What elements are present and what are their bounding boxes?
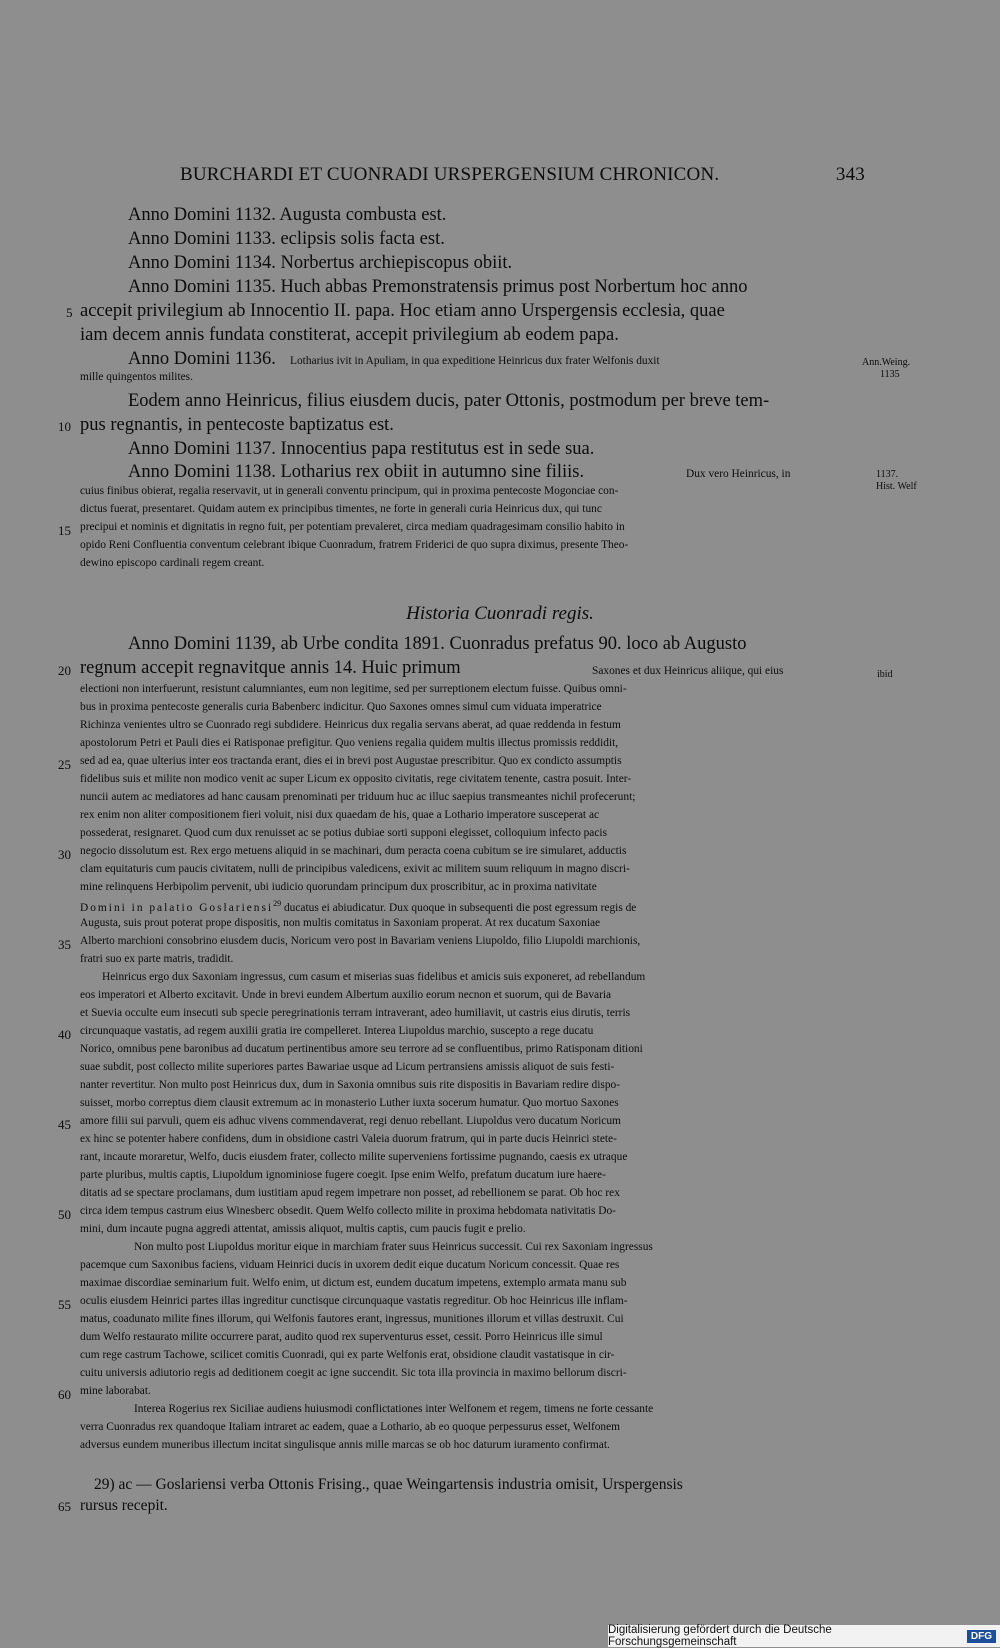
text-line: Anno Domini 1133. eclipsis solis facta est. (128, 229, 445, 249)
text-line: precipui et nominis et dignitatis in regno fuit, per potentiam prevaleret, circa mediam quadragesimam consilio habito in (80, 521, 625, 533)
text-line: suae subdit, post collecto milite superiores partes Bawariae usque ad Licum pertransiens amissis aliquot de suis festi- (80, 1061, 615, 1073)
text-line: Anno Domini 1139, ab Urbe condita 1891. Cuonradus prefatus 90. loco ab Augusto (128, 634, 747, 654)
line-number: 25 (58, 757, 71, 772)
line-number: 55 (58, 1297, 71, 1312)
text-line: Richinza venientes ultro se Cuonrado regi subdidere. Heinricus dux regalia servans aberat, ad quae reddenda in festum (80, 719, 621, 731)
text-line: ex hinc se potenter habere confidens, dum in obsidione castri Valeia duorum fratrum, qui in parte ducis Heinrici stete- (80, 1133, 617, 1145)
margin-note: Hist. Welf (876, 481, 917, 492)
line-number: 60 (58, 1387, 71, 1402)
line-number: 45 (58, 1117, 71, 1132)
text-line: nuncii autem ac mediatores ad hanc causam prenominati per triduum huc ac illuc saepius transmeantes nichil profecerunt; (80, 791, 636, 803)
text-line: rant, incaute moraretur, Welfo, ducis eiusdem frater, collecto milite superveniens fortissime pugnando, caesis ex utraque (80, 1151, 628, 1163)
text-line: Dux vero Heinricus, in (686, 468, 791, 480)
text-line: Norico, omnibus pene baronibus ad ducatum pertinentibus amore seu terrore ad se confluentibus, primo Ratisponam ditioni (80, 1043, 643, 1055)
line-number: 15 (58, 523, 71, 538)
text-line: iam decem annis fundata constiterat, accepit privilegium ab eodem papa. (80, 325, 619, 345)
text-line: dictus fuerat, presentaret. Quidam autem ex principibus timentes, ne forte in generali curia Heinricus dux, qui tunc (80, 503, 602, 515)
text-line: Anno Domini 1134. Norbertus archiepiscopus obiit. (128, 253, 513, 273)
text-line: mine relinquens Herbipolim pervenit, ubi iudicio quorundam principum dux proscribitur, ac in proxima nativitate (80, 881, 597, 893)
footnote: rursus recepit. (80, 1497, 168, 1514)
line-number: 65 (58, 1499, 71, 1514)
text-line: Eodem anno Heinricus, filius eiusdem ducis, pater Ottonis, postmodum per breve tem- (128, 391, 770, 411)
line-number: 35 (58, 937, 71, 952)
margin-note: Ann.Weing. (862, 357, 911, 368)
text-line: matus, coadunato milite fines illorum, qui Welfonis fautores erant, ingressus, munitiones illorum et villas destruxit. Cui (80, 1313, 624, 1325)
text-line: maximae discordiae seminarium fuit. Welfo enim, ut dictum est, eundem ducatum impetens, extemplo armata manu sub (80, 1277, 627, 1289)
text-line: regnum accepit regnavitque annis 14. Huic primum (80, 658, 461, 678)
text-line: clam equitaturis cum paucis civitatem, nulli de principibus valedicens, exivit ac militem suum reliquum in magno discri- (80, 863, 630, 875)
line-number: 30 (58, 847, 71, 862)
text-line: fratri suo ex parte matris, tradidit. (80, 953, 234, 965)
text-line: dewino episcopo cardinali regem creant. (80, 557, 265, 569)
text-line: Augusta, suis prout poterat prope dispositis, non multis comitatus in Saxoniam properat. At rex ducatum Saxoniae (80, 917, 601, 929)
text-line: rex enim non aliter compositionem fieri voluit, nisi dux quaedam de his, quae a Lothario imperatore susceperat ac (80, 809, 600, 821)
text-line: Anno Domini 1138. Lotharius rex obiit in autumno sine filiis. (128, 462, 585, 482)
dfg-logo: DFG (967, 1630, 996, 1643)
running-title: BURCHARDI ET CUONRADI URSPERGENSIUM CHRONICON. (180, 164, 720, 185)
margin-note: ibid (877, 669, 893, 680)
text-line: Lotharius ivit in Apuliam, in qua expeditione Heinricus dux frater Welfonis duxit (290, 355, 660, 367)
text-line: sed ad ea, quae ulterius inter eos tractanda erant, dies ei in brevi post Augustae prescribitur. Quo ex condicto assumptis (80, 755, 622, 767)
text-line (80, 899, 636, 914)
margin-note: 1137. (876, 469, 899, 480)
spaced-phrase: Domini in palatio Goslariensi (80, 901, 274, 914)
text-line: Anno Domini 1135. Huch abbas Premonstratensis primus post Norbertum hoc anno (128, 277, 748, 297)
footnote-ref: 29 (273, 899, 282, 908)
text-line: mine laborabat. (80, 1385, 151, 1397)
text-line: cum rege castrum Tachowe, scilicet comitis Cuonradi, qui ex parte Welfonis erat, obsidione claudit vastatisque in cir- (80, 1349, 615, 1361)
line-number: 50 (58, 1207, 71, 1222)
text-line: oculis eiusdem Heinrici partes illas ingreditur cunctisque circunquaque vastatis regreditur. Ob hoc Heinricus ille inflam- (80, 1295, 628, 1307)
page-number: 343 (835, 164, 865, 185)
text-line: Saxones et dux Heinricus aliique, qui eius (592, 665, 784, 677)
text-line: pus regnantis, in pentecoste baptizatus est. (80, 415, 394, 435)
text-line: Anno Domini 1136. (128, 349, 276, 369)
text-line: Non multo post Liupoldus moritur eique in marchiam frater suus Heinricus successit. Cui rex Saxoniam ingressus (134, 1241, 653, 1253)
text-line: suisset, morbo correptus diem clausit extremum ac in monasterio Luther iuxta socerum humatur. Quo mortuo Saxones (80, 1097, 619, 1109)
footer-banner-text: Digitalisierung gefördert durch die Deutsche Forschungsgemeinschaft (608, 1624, 832, 1648)
text-line: Anno Domini 1137. Innocentius papa restitutus est in sede sua. (128, 439, 595, 459)
margin-note: 1135 (880, 369, 900, 380)
text-line: eos imperatori et Alberto excitavit. Unde in brevi eundem Albertum auxilio eorum necnon et suorum, qui de Bavaria (80, 989, 612, 1001)
text-line: parte pluribus, multis captis, Liupoldum ignominiose fugere coegit. Ipse enim Welfo, prefatum ducatum iure haere- (80, 1169, 606, 1181)
text-line: mille quingentos milites. (80, 371, 193, 383)
text-line: possederat, resignaret. Quod cum dux renuisset ac se potius dubiae sorti supponi elegisset, colloquium infecto pacis (80, 827, 608, 839)
text-line: Interea Rogerius rex Siciliae audiens huiusmodi conflictationes inter Welfonem et regem, timens ne forte cessante (134, 1403, 654, 1415)
text-line: Anno Domini 1132. Augusta combusta est. (128, 205, 447, 225)
text-line: amore filii sui parvuli, quem eis adhuc vivens commendaverat, regi denuo rebellant. Liupoldus vero ducatum Noricum (80, 1115, 621, 1127)
text-line: circa idem tempus castrum eius Winesberc obsedit. Quem Welfo collecto milite in proxima hebdomata nativitatis Do- (80, 1205, 616, 1217)
line-number: 40 (58, 1027, 71, 1042)
text-line: et Suevia occulte eum insecuti sub specie peregrinationis terram intraverant, adeo humiliavit, ut castris eius dirutis, terris (80, 1007, 631, 1019)
text-line: cuius finibus obierat, regalia reservavit, ut in generali conventu principum, qui in proxima pentecoste Mogonciae con- (80, 485, 619, 497)
text-line: fidelibus suis et milite non modico venit ac super Licum ex opposito civitatis, rege civitatem tenente, castra posuit. Inter- (80, 773, 632, 785)
text-line: cuitu universis adiutorio regis ad deditionem coegit ac igne succendit. Sic tota illa provincia in maximo bellorum discri- (80, 1367, 627, 1379)
line-number: 20 (58, 663, 71, 678)
text-line: opido Reni Confluentia conventum celebrant ibique Cuonradum, fratrem Friderici de quo supra diximus, presente Theo- (80, 539, 629, 551)
text-line: electioni non interfuerunt, resistunt calumniantes, eum non legitime, sed per surreptionem electum fuisse. Quibus omni- (80, 683, 627, 695)
text-line: negocio dissolutum est. Rex ergo metuens aliquid in se machinari, dum peracta coena cubitum se ire simularet, adductis (80, 845, 627, 857)
text-line: Alberto marchioni consobrino eiusdem ducis, Noricum vero post in Bavariam veniens Liupoldo, filio Liupoldi marchionis, (80, 935, 641, 947)
text-line: bus in proxima pentecoste generalis curia Babenberc indicitur. Quo Saxones omnes simul cum viduata imperatrice (80, 701, 602, 713)
text-line: verra Cuonradus rex quandoque Italiam intraret ac eadem, quae a Lothario, ab eo quoque perpessurus esset, Welfonem (80, 1421, 621, 1433)
text-line: pacemque cum Saxonibus faciens, viduam Heinrici ducis in uxorem dedit eique ducatum Noricum concessit. Quae res (80, 1259, 620, 1271)
text-line: ditatis ad se spectare proclamans, dum iustitiam apud regem impetrare non posset, ad rebellionem se parat. Ob hoc rex (80, 1187, 620, 1199)
text-line: dum Welfo restaurato milite occurrere parat, audito quod rex superventurus esset, cessit. Porro Heinricus ille simul (80, 1331, 603, 1343)
section-heading: Historia Cuonradi regis. (406, 603, 594, 624)
line-number: 10 (58, 419, 71, 434)
text-line: nanter revertitur. Non multo post Heinricus dux, dum in Saxonia omnibus suis rite dispositis in Bavariam redire dispo- (80, 1079, 621, 1091)
text-line: adversus eundem muneribus illectum incitat singulisque annis mille marcas se ob hoc daturum iuramento confirmat. (80, 1439, 610, 1451)
text-line: accepit privilegium ab Innocentio II. papa. Hoc etiam anno Urspergensis ecclesia, quae (80, 301, 725, 321)
line-continuation: ducatus ei abiudicatur. Dux quoque in subsequenti die post egressum regis de (283, 901, 637, 914)
line-number: 5 (66, 305, 73, 320)
footer-banner (608, 1625, 1000, 1647)
footnote: 29) ac — Goslariensi verba Ottonis Frising., quae Weingartensis industria omisit, Urspergensis (94, 1476, 683, 1493)
text-line: circunquaque vastatis, ad regem auxilii gratia ire compelleret. Interea Liupoldus marchio, suscepto a rege ducatu (80, 1025, 594, 1037)
text-line: mini, dum incaute pugna aggredi attentat, amissis aliquot, multis captis, cum paucis fugit e prelio. (80, 1223, 526, 1235)
text-line: apostolorum Petri et Pauli dies ei Ratisponae prefigitur. Quo veniens regalia quidem multis illectus promissis reddidit, (80, 737, 619, 749)
text-line: Heinricus ergo dux Saxoniam ingressus, cum casum et miserias suas fidelibus et amicis suis exponeret, ad rebellandum (102, 971, 646, 983)
